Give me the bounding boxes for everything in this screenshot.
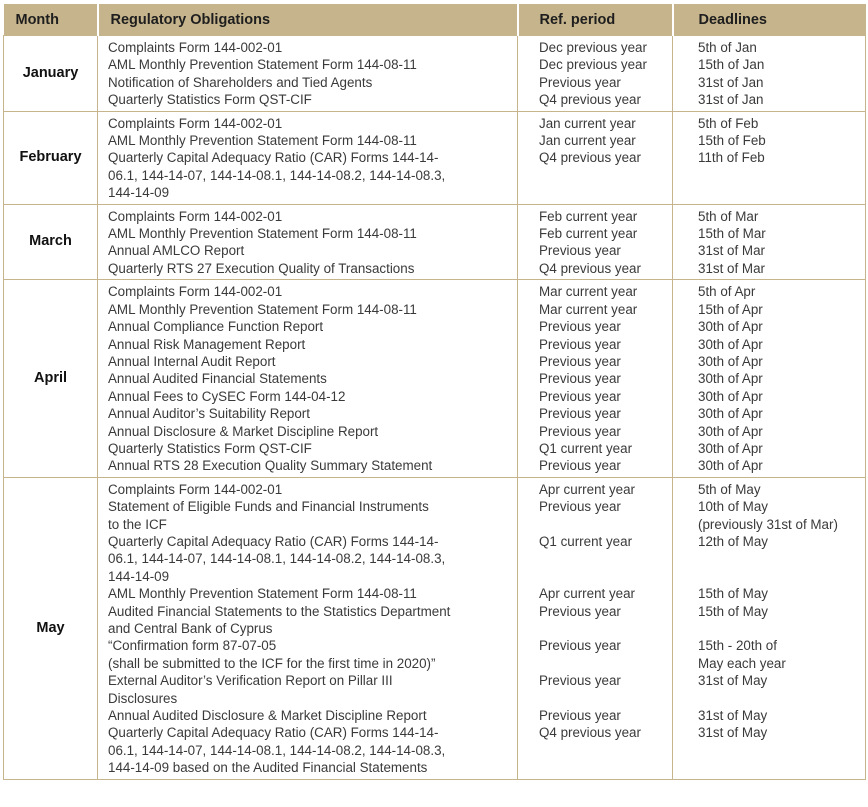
deadline-line: 31st of Jan bbox=[698, 92, 764, 108]
obligation-cell bbox=[98, 204, 518, 280]
deadline-line: 12th of May bbox=[698, 533, 768, 549]
ref-period-cell bbox=[518, 477, 673, 779]
obligation-line: Annual Disclosure & Market Discipline Report bbox=[108, 423, 379, 439]
header-row bbox=[4, 4, 866, 36]
deadline-line: 30th of Apr bbox=[698, 319, 763, 335]
ref-period-line: Previous year bbox=[539, 319, 621, 335]
ref-period-line: Q1 current year bbox=[539, 533, 633, 549]
obligation-line: Annual Auditor’s Suitability Report bbox=[108, 406, 310, 422]
deadline-line: 5th of May bbox=[698, 481, 761, 497]
ref-period-line: Previous year bbox=[539, 406, 621, 422]
ref-period-line: Previous year bbox=[539, 708, 621, 724]
ref-period-line: Previous year bbox=[539, 458, 621, 474]
obligation-line: Quarterly Capital Adequacy Ratio (CAR) Forms 144-14- bbox=[108, 725, 439, 741]
obligation-line: to the ICF bbox=[108, 516, 167, 532]
deadline-cell bbox=[673, 280, 866, 477]
obligation-line: Annual Audited Disclosure & Market Discipline Report bbox=[108, 708, 427, 724]
deadline-line: 30th of Apr bbox=[698, 406, 763, 422]
obligation-line: (shall be submitted to the ICF for the first time in 2020)” bbox=[108, 655, 436, 671]
ref-period-line: Apr current year bbox=[539, 481, 636, 497]
obligation-line: Notification of Shareholders and Tied Agents bbox=[108, 74, 373, 90]
ref-period-line bbox=[539, 655, 668, 672]
ref-period-line: Q4 previous year bbox=[539, 725, 641, 741]
deadline-line: 15th of May bbox=[698, 603, 768, 619]
ref-period-line: Previous year bbox=[539, 243, 621, 259]
deadline-line: 31st of Mar bbox=[698, 243, 765, 259]
ref-period-line: Dec previous year bbox=[539, 40, 647, 55]
deadline-line bbox=[698, 568, 861, 585]
deadline-line bbox=[698, 690, 861, 707]
deadline-line: 5th of Jan bbox=[698, 40, 757, 55]
obligation-line: External Auditor’s Verification Report on Pillar III bbox=[108, 673, 393, 689]
obligation-line: Complaints Form 144-002-01 bbox=[108, 284, 283, 300]
ref-period-line: Dec previous year bbox=[539, 57, 647, 73]
deadline-cell bbox=[673, 477, 866, 779]
obligation-line: Quarterly Capital Adequacy Ratio (CAR) Forms 144-14- bbox=[108, 533, 439, 549]
obligation-line: AML Monthly Prevention Statement Form 144-08-11 bbox=[108, 226, 417, 242]
deadline-line: (previously 31st of Mar) bbox=[698, 516, 838, 532]
header-obligations: Regulatory Obligations bbox=[98, 4, 518, 36]
ref-period-cell bbox=[518, 204, 673, 280]
ref-period-line: Previous year bbox=[539, 388, 621, 404]
obligation-line: 144-14-09 bbox=[108, 185, 170, 201]
ref-period-cell bbox=[518, 36, 673, 112]
deadline-line: 15th of May bbox=[698, 586, 768, 602]
obligation-line: “Confirmation form 87-07-05 bbox=[108, 638, 277, 654]
month-cell: March bbox=[4, 204, 98, 280]
deadline-line: 5th of Feb bbox=[698, 115, 759, 131]
obligation-line: Quarterly Statistics Form QST-CIF bbox=[108, 92, 312, 108]
obligation-line: 06.1, 144-14-07, 144-14-08.1, 144-14-08.2, 144-14-08.3, bbox=[108, 167, 446, 183]
obligation-line: Quarterly RTS 27 Execution Quality of Transactions bbox=[108, 260, 415, 276]
deadline-line: 31st of Mar bbox=[698, 260, 765, 276]
obligation-line: Disclosures bbox=[108, 690, 178, 706]
deadline-line: 5th of Apr bbox=[698, 284, 756, 300]
ref-period-line: Q4 previous year bbox=[539, 92, 641, 108]
ref-period-line: Q1 current year bbox=[539, 440, 633, 456]
ref-period-line bbox=[539, 550, 668, 567]
obligation-line: AML Monthly Prevention Statement Form 144-08-11 bbox=[108, 133, 417, 149]
month-cell: April bbox=[4, 280, 98, 477]
ref-period-line: Q4 previous year bbox=[539, 150, 641, 166]
obligation-line: AML Monthly Prevention Statement Form 144-08-11 bbox=[108, 301, 417, 317]
deadline-line bbox=[698, 759, 861, 776]
obligation-cell bbox=[98, 36, 518, 112]
ref-period-line: Mar current year bbox=[539, 301, 638, 317]
deadline-line: 30th of Apr bbox=[698, 353, 763, 369]
deadline-line: 15th of Apr bbox=[698, 301, 763, 317]
obligation-line: Quarterly Capital Adequacy Ratio (CAR) Forms 144-14- bbox=[108, 150, 439, 166]
deadline-line bbox=[698, 167, 861, 184]
ref-period-line: Feb current year bbox=[539, 208, 638, 224]
deadline-line: 15th of Feb bbox=[698, 133, 766, 149]
deadline-line: May each year bbox=[698, 655, 786, 671]
ref-period-line bbox=[539, 690, 668, 707]
ref-period-line: Previous year bbox=[539, 499, 621, 515]
obligation-line: Annual Risk Management Report bbox=[108, 336, 306, 352]
obligation-line: Complaints Form 144-002-01 bbox=[108, 40, 283, 55]
deadline-line: 15th - 20th of bbox=[698, 638, 777, 654]
deadline-line: 30th of Apr bbox=[698, 423, 763, 439]
deadline-line: 15th of Mar bbox=[698, 226, 766, 242]
month-cell: February bbox=[4, 111, 98, 204]
header-deadlines: Deadlines bbox=[673, 4, 866, 36]
ref-period-line: Jan current year bbox=[539, 115, 636, 131]
deadline-cell bbox=[673, 204, 866, 280]
ref-period-line bbox=[539, 620, 668, 637]
ref-period-line: Previous year bbox=[539, 336, 621, 352]
obligation-cell bbox=[98, 280, 518, 477]
deadline-cell bbox=[673, 36, 866, 112]
deadline-line bbox=[698, 550, 861, 567]
table-body bbox=[4, 36, 866, 780]
obligation-line: 06.1, 144-14-07, 144-14-08.1, 144-14-08.2, 144-14-08.3, bbox=[108, 551, 446, 567]
obligation-line: 06.1, 144-14-07, 144-14-08.1, 144-14-08.2, 144-14-08.3, bbox=[108, 742, 446, 758]
deadline-line: 31st of Jan bbox=[698, 74, 764, 90]
table-row bbox=[4, 111, 866, 204]
deadline-line: 30th of Apr bbox=[698, 336, 763, 352]
obligation-line: Annual AMLCO Report bbox=[108, 243, 245, 259]
ref-period-line bbox=[539, 759, 668, 776]
ref-period-line: Mar current year bbox=[539, 284, 638, 300]
deadline-cell bbox=[673, 111, 866, 204]
obligation-line: Audited Financial Statements to the Statistics Department bbox=[108, 603, 451, 619]
table-row bbox=[4, 36, 866, 112]
deadline-line: 15th of Jan bbox=[698, 57, 765, 73]
ref-period-line: Previous year bbox=[539, 353, 621, 369]
obligation-cell bbox=[98, 111, 518, 204]
obligation-line: Quarterly Statistics Form QST-CIF bbox=[108, 440, 312, 456]
ref-period-line: Jan current year bbox=[539, 133, 636, 149]
deadline-line bbox=[698, 620, 861, 637]
ref-period-cell bbox=[518, 280, 673, 477]
ref-period-line: Previous year bbox=[539, 673, 621, 689]
ref-period-line: Previous year bbox=[539, 603, 621, 619]
deadline-line: 31st of May bbox=[698, 673, 768, 689]
deadline-line: 11th of Feb bbox=[698, 150, 765, 166]
obligation-line: Annual Audited Financial Statements bbox=[108, 371, 327, 387]
obligation-line: Complaints Form 144-002-01 bbox=[108, 208, 283, 224]
ref-period-line: Previous year bbox=[539, 74, 621, 90]
obligation-line: 144-14-09 bbox=[108, 568, 170, 584]
deadline-line: 31st of May bbox=[698, 708, 768, 724]
regulatory-obligations-table bbox=[3, 4, 866, 780]
month-cell: January bbox=[4, 36, 98, 112]
obligation-line: AML Monthly Prevention Statement Form 144-08-11 bbox=[108, 57, 417, 73]
ref-period-line bbox=[539, 742, 668, 759]
obligation-line: Annual Internal Audit Report bbox=[108, 353, 276, 369]
ref-period-line bbox=[539, 568, 668, 585]
deadline-line bbox=[698, 742, 861, 759]
header-month: Month bbox=[4, 4, 98, 36]
obligation-line: Statement of Eligible Funds and Financial Instruments bbox=[108, 499, 429, 515]
header-ref-period: Ref. period bbox=[518, 4, 673, 36]
ref-period-line: Previous year bbox=[539, 423, 621, 439]
obligation-line: Annual RTS 28 Execution Quality Summary Statement bbox=[108, 458, 433, 474]
ref-period-line bbox=[539, 516, 668, 533]
obligation-line: Annual Fees to CySEC Form 144-04-12 bbox=[108, 388, 346, 404]
deadline-line: 10th of May bbox=[698, 499, 768, 515]
ref-period-line: Previous year bbox=[539, 638, 621, 654]
ref-period-cell bbox=[518, 111, 673, 204]
ref-period-line: Previous year bbox=[539, 371, 621, 387]
obligation-line: AML Monthly Prevention Statement Form 144-08-11 bbox=[108, 586, 417, 602]
obligation-line: and Central Bank of Cyprus bbox=[108, 621, 273, 636]
ref-period-line bbox=[539, 167, 668, 184]
obligation-line: 144-14-09 based on the Audited Financial Statements bbox=[108, 760, 428, 776]
deadline-line: 30th of Apr bbox=[698, 440, 763, 456]
deadline-line bbox=[698, 184, 861, 201]
ref-period-line: Feb current year bbox=[539, 226, 638, 242]
obligation-line: Complaints Form 144-002-01 bbox=[108, 481, 283, 497]
ref-period-line bbox=[539, 184, 668, 201]
month-cell: May bbox=[4, 477, 98, 779]
deadline-line: 30th of Apr bbox=[698, 458, 763, 474]
ref-period-line: Q4 previous year bbox=[539, 260, 641, 276]
obligation-cell bbox=[98, 477, 518, 779]
table-row bbox=[4, 280, 866, 477]
obligation-line: Complaints Form 144-002-01 bbox=[108, 115, 283, 131]
deadline-line: 30th of Apr bbox=[698, 388, 763, 404]
table-row bbox=[4, 477, 866, 779]
obligation-line: Annual Compliance Function Report bbox=[108, 319, 324, 335]
deadline-line: 30th of Apr bbox=[698, 371, 763, 387]
ref-period-line: Apr current year bbox=[539, 586, 636, 602]
deadline-line: 5th of Mar bbox=[698, 208, 759, 224]
deadline-line: 31st of May bbox=[698, 725, 768, 741]
table-row bbox=[4, 204, 866, 280]
